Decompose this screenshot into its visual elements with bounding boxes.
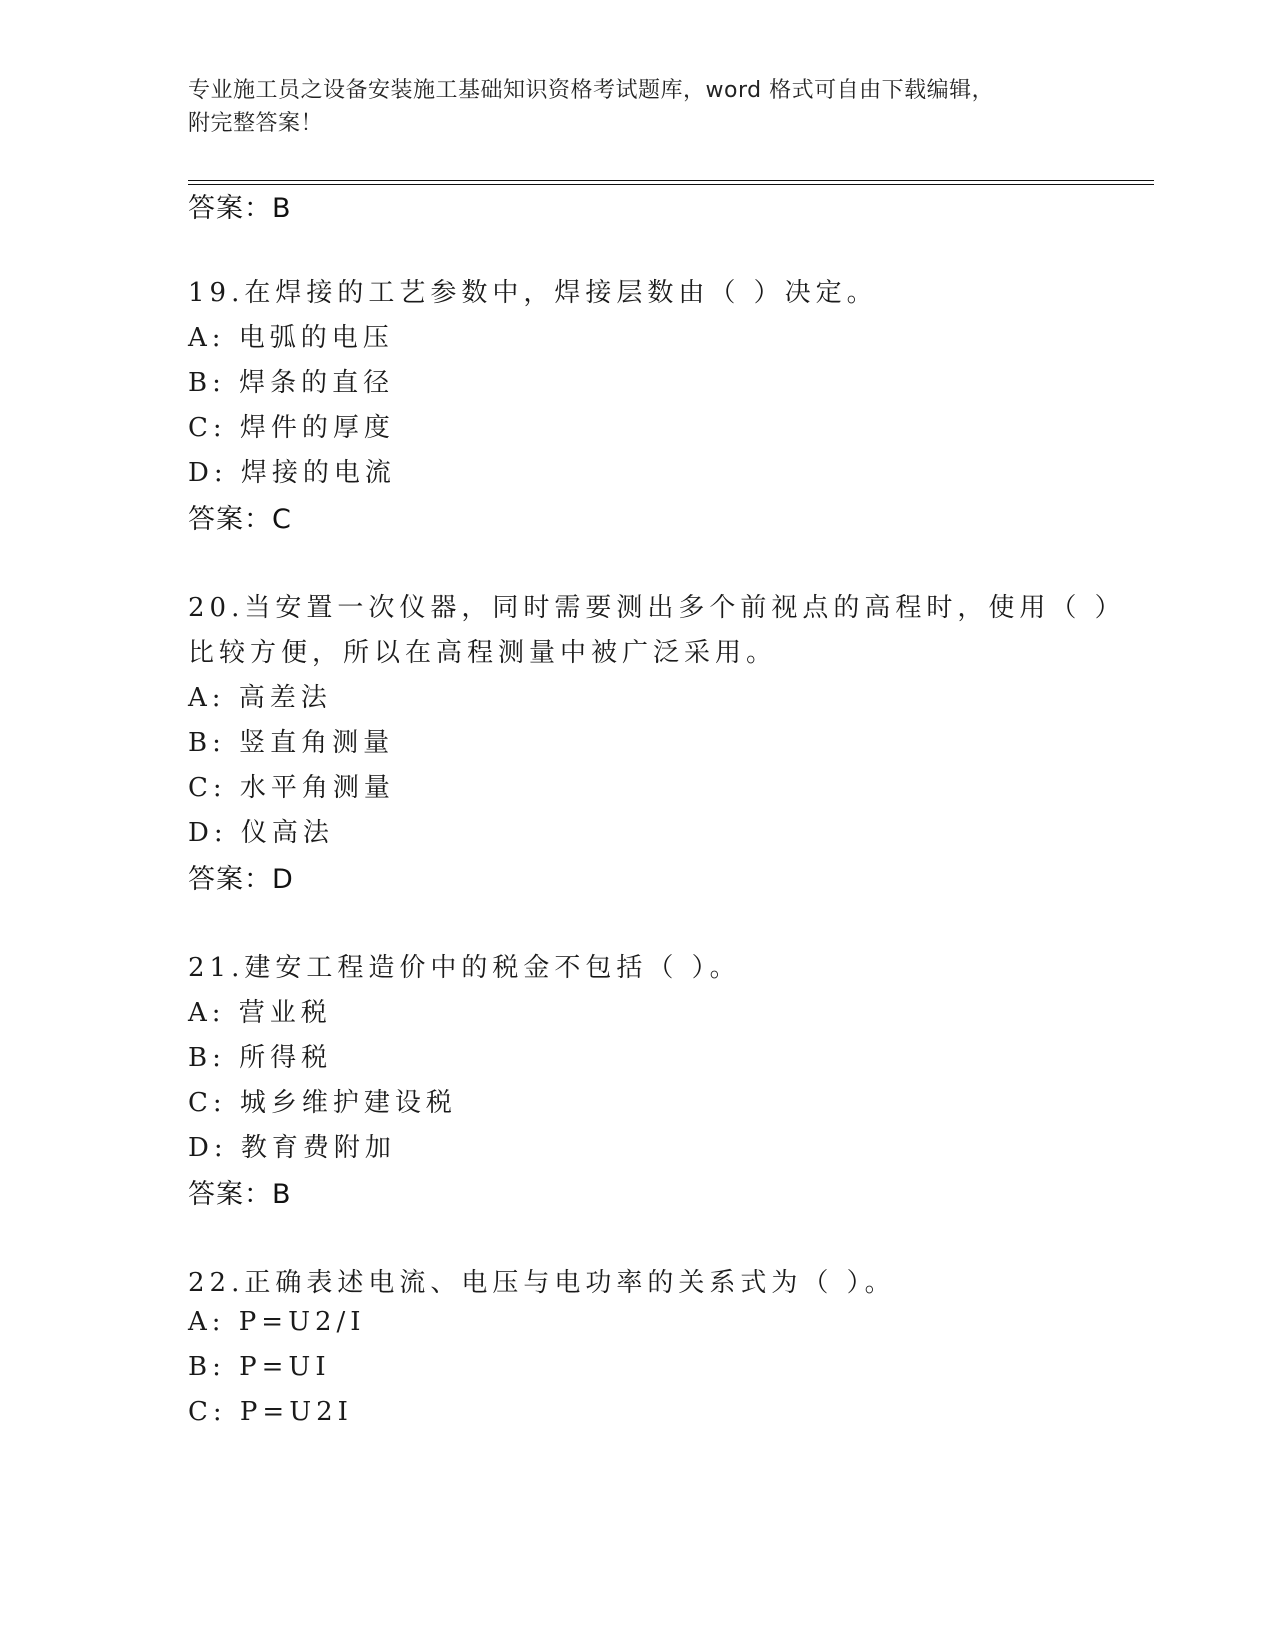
header-line-2: 附完整答案！	[188, 111, 324, 136]
option-a: A: 电弧的电压	[188, 323, 394, 353]
option-b: B: 竖直角测量	[188, 728, 395, 758]
question-answer: 答案：B	[188, 1179, 292, 1210]
previous-answer: 答案：B	[188, 193, 292, 224]
option-c: C: 焊件的厚度	[188, 413, 395, 443]
option-c: C: 水平角测量	[188, 773, 395, 803]
question-stem: 22.正确表述电流、电压与电功率的关系式为（ ）。	[188, 1268, 896, 1298]
header-divider-top	[188, 180, 1154, 181]
option-a: A: 营业税	[188, 998, 332, 1028]
option-b: B: 焊条的直径	[188, 368, 395, 398]
option-a: A: P=U2/I	[188, 1307, 366, 1337]
option-d: D: 教育费附加	[188, 1133, 396, 1163]
header-divider-bottom	[188, 184, 1154, 185]
option-b: B: P=UI	[188, 1352, 331, 1382]
question-stem-line-1: 20.当安置一次仪器，同时需要测出多个前视点的高程时，使用（ ）	[188, 593, 1126, 623]
document-header	[188, 74, 1088, 140]
option-d: D: 焊接的电流	[188, 458, 396, 488]
header-line-1: 专业施工员之设备安装施工基础知识资格考试题库，word 格式可自由下载编辑，	[188, 78, 995, 103]
question-answer: 答案：C	[188, 504, 292, 535]
question-answer: 答案：D	[188, 864, 294, 895]
question-stem: 19.在焊接的工艺参数中，焊接层数由（ ）决定。	[188, 278, 878, 308]
question-stem: 21.建安工程造价中的税金不包括（ ）。	[188, 953, 741, 983]
option-d: D: 仪高法	[188, 818, 334, 848]
option-c: C: 城乡维护建设税	[188, 1088, 457, 1118]
question-stem-line-2: 比较方便，所以在高程测量中被广泛采用。	[188, 638, 778, 668]
option-b: B: 所得税	[188, 1043, 333, 1073]
option-a: A: 高差法	[188, 683, 332, 713]
option-c: C: P=U2I	[188, 1397, 353, 1427]
